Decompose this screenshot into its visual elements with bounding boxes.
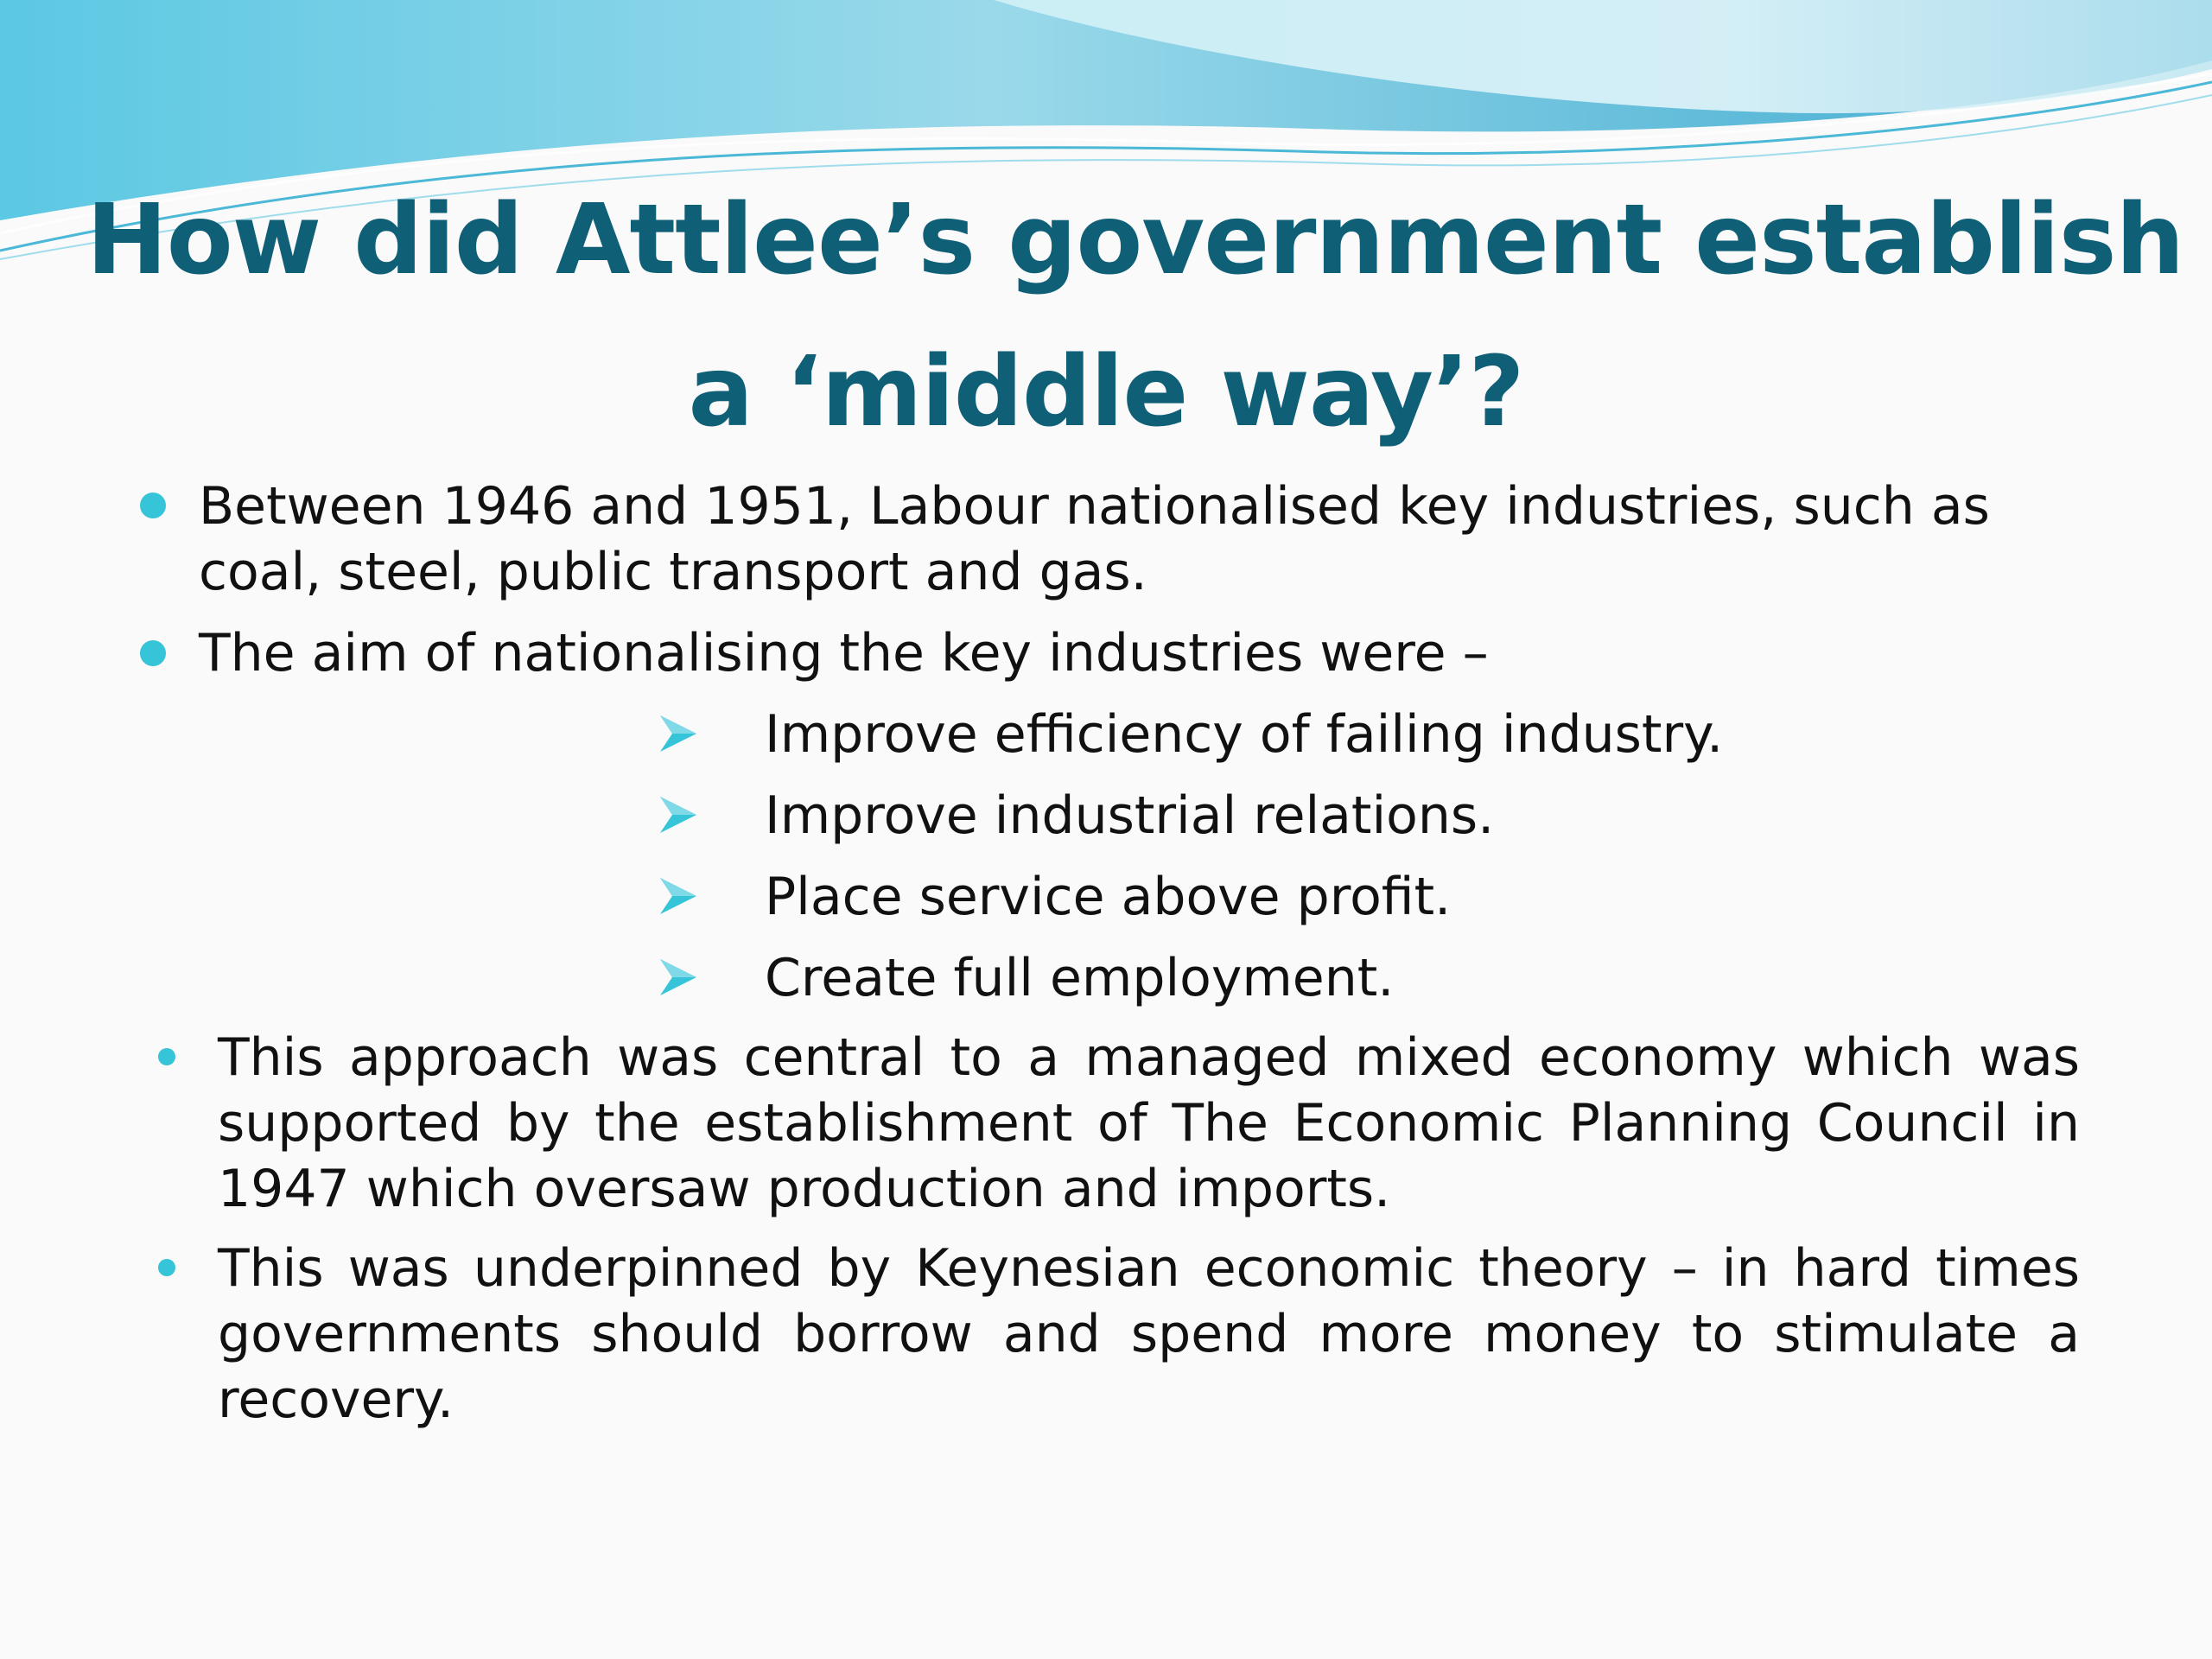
sub-bullet-item: Place service above profit.: [765, 867, 1452, 927]
bullet-item: [199, 474, 2082, 605]
title-line-2: a ‘middle way’?: [688, 336, 1524, 448]
bullet-item: [218, 1025, 2080, 1222]
sub-bullet-item: Create full employment.: [765, 948, 1395, 1008]
dot-icon: [158, 1259, 175, 1276]
arrow-bullet-icon: [655, 873, 702, 919]
arrow-bullet-icon: [655, 954, 702, 1001]
dot-icon: [140, 493, 166, 518]
bullet-text: The aim of nationalising the key industries were –: [199, 623, 1489, 683]
bullet-text: This was underpinned by Keynesian economic theory – in hard times governments should borrow and spend more money to stimulate a recovery.: [218, 1238, 2080, 1430]
bullet-item: [199, 620, 2082, 686]
sub-bullet-item: Improve industrial relations.: [765, 785, 1495, 846]
title-line-1: How did Attlee’s government establish: [86, 184, 2184, 296]
dot-icon: [140, 640, 166, 666]
sub-bullet-item: Improve efficiency of failing industry.: [765, 704, 1724, 765]
bullet-text: Between 1946 and 1951, Labour nationalised key industries, such as coal, steel, public transport and gas.: [199, 476, 1990, 602]
bullet-item: [218, 1236, 2080, 1433]
arrow-bullet-icon: [655, 791, 702, 838]
dot-icon: [158, 1048, 175, 1065]
bullet-text: This approach was central to a managed mixed economy which was supported by the establishment of The Economic Planning Council in 1947 which oversaw production and imports.: [218, 1027, 2080, 1219]
arrow-bullet-icon: [655, 710, 702, 757]
